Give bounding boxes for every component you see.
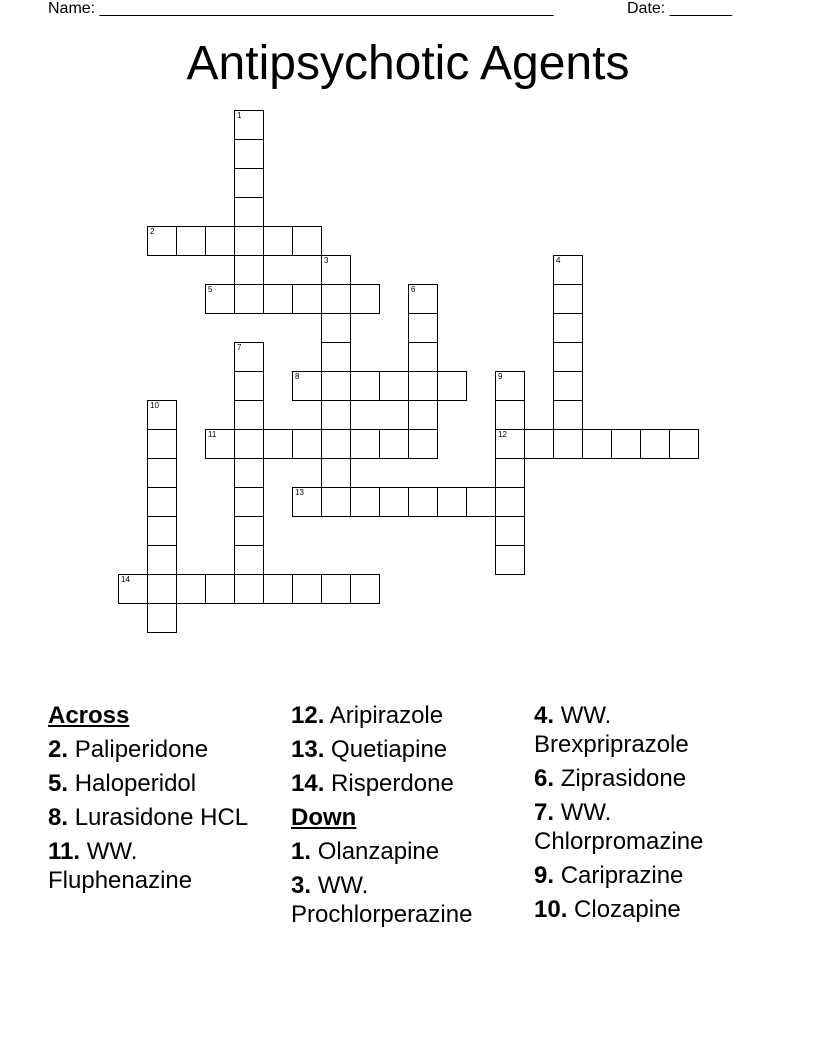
crossword-cell[interactable]: [234, 429, 264, 459]
crossword-cell[interactable]: [408, 371, 438, 401]
crossword-cell[interactable]: [147, 226, 177, 256]
clue-text: Aripirazole: [329, 702, 444, 729]
crossword-cell[interactable]: [321, 255, 351, 285]
crossword-cell[interactable]: [321, 429, 351, 459]
crossword-cell[interactable]: [234, 197, 264, 227]
crossword-cell[interactable]: [118, 574, 148, 604]
crossword-cell[interactable]: [437, 487, 467, 517]
crossword-cell[interactable]: [234, 574, 264, 604]
across-heading: Across: [48, 702, 130, 729]
clue-down-10: [534, 895, 769, 924]
crossword-cell[interactable]: [553, 429, 583, 459]
crossword-cell[interactable]: [321, 400, 351, 430]
crossword-cell[interactable]: [321, 458, 351, 488]
crossword-cell[interactable]: [524, 429, 554, 459]
crossword-cell[interactable]: [234, 458, 264, 488]
clue-down-3: [291, 871, 526, 929]
crossword-cell[interactable]: [553, 284, 583, 314]
crossword-cell[interactable]: [495, 545, 525, 575]
crossword-cell[interactable]: [234, 255, 264, 285]
cell-number: 3: [324, 256, 329, 265]
crossword-cell[interactable]: [437, 371, 467, 401]
clue-number: 10.: [534, 896, 568, 923]
cell-number: 2: [150, 227, 155, 236]
down-heading: Down: [291, 804, 357, 831]
crossword-cell[interactable]: [495, 400, 525, 430]
crossword-cell[interactable]: [147, 516, 177, 546]
crossword-cell[interactable]: [379, 487, 409, 517]
clue-down-1: [291, 837, 526, 866]
crossword-cell[interactable]: [234, 400, 264, 430]
clue-across-5: [48, 769, 283, 798]
crossword-cell[interactable]: [147, 545, 177, 575]
crossword-cell[interactable]: [234, 516, 264, 546]
clue-text: Lurasidone HCL: [74, 804, 249, 831]
clue-number: 4.: [534, 702, 555, 729]
crossword-cell[interactable]: [553, 255, 583, 285]
clue-across-8: [48, 803, 283, 832]
clue-number: 14.: [291, 770, 325, 797]
crossword-cell[interactable]: [263, 574, 293, 604]
clue-across-2: [48, 735, 283, 764]
crossword-cell[interactable]: [495, 371, 525, 401]
cell-number: 6: [411, 285, 416, 294]
clue-number: 11.: [48, 838, 81, 865]
clue-text: Ziprasidone: [560, 765, 687, 792]
crossword-cell[interactable]: [263, 429, 293, 459]
crossword-cell[interactable]: [234, 342, 264, 372]
clue-text: WW. Prochlorperazine: [291, 872, 473, 928]
cell-number: 7: [237, 343, 242, 352]
crossword-cell[interactable]: [292, 284, 322, 314]
crossword-cell[interactable]: [321, 371, 351, 401]
crossword-cell[interactable]: [147, 603, 177, 633]
crossword-cell[interactable]: [350, 284, 380, 314]
clue-number: 6.: [534, 765, 555, 792]
cell-number: 11: [208, 430, 217, 439]
crossword-cell[interactable]: [234, 284, 264, 314]
clue-text: WW. Fluphenazine: [48, 838, 193, 894]
crossword-cell[interactable]: [408, 487, 438, 517]
crossword-cell[interactable]: [669, 429, 699, 459]
crossword-cell[interactable]: [292, 226, 322, 256]
crossword-cell[interactable]: [176, 574, 206, 604]
clue-number: 12.: [291, 702, 325, 729]
clue-number: 9.: [534, 862, 555, 889]
crossword-cell[interactable]: [263, 284, 293, 314]
clue-across-12: [291, 701, 526, 730]
cell-number: 8: [295, 372, 300, 381]
crossword-cell[interactable]: [553, 342, 583, 372]
crossword-cell[interactable]: [292, 429, 322, 459]
clue-down-9: [534, 861, 769, 890]
crossword-cell[interactable]: [147, 400, 177, 430]
cell-number: 4: [556, 256, 561, 265]
clue-down-4: [534, 701, 769, 759]
crossword-cell[interactable]: [147, 429, 177, 459]
clue-down-6: [534, 764, 769, 793]
clue-text: Olanzapine: [317, 838, 440, 865]
crossword-cell[interactable]: [408, 313, 438, 343]
crossword-cell[interactable]: [350, 429, 380, 459]
crossword-cell[interactable]: [147, 487, 177, 517]
clue-number: 13.: [291, 736, 325, 763]
clue-number: 5.: [48, 770, 69, 797]
crossword-cell[interactable]: [234, 168, 264, 198]
crossword-cell[interactable]: [495, 487, 525, 517]
crossword-cell[interactable]: [466, 487, 496, 517]
crossword-cell[interactable]: [640, 429, 670, 459]
clue-number: 2.: [48, 736, 69, 763]
page-title: Antipsychotic Agents: [186, 37, 630, 90]
crossword-cell[interactable]: [234, 371, 264, 401]
crossword-cell[interactable]: [321, 342, 351, 372]
crossword-cell[interactable]: [205, 226, 235, 256]
crossword-cell[interactable]: [408, 400, 438, 430]
crossword-cell[interactable]: [611, 429, 641, 459]
clue-text: Clozapine: [574, 896, 681, 923]
crossword-cell[interactable]: [234, 110, 264, 140]
crossword-cell[interactable]: [234, 226, 264, 256]
cell-number: 9: [498, 372, 503, 381]
clues-column-1: [48, 701, 283, 900]
crossword-cell[interactable]: [205, 284, 235, 314]
crossword-cell[interactable]: [350, 574, 380, 604]
crossword-cell[interactable]: [321, 284, 351, 314]
crossword-cell[interactable]: [408, 429, 438, 459]
date-field[interactable]: Date: _______: [627, 0, 732, 17]
clue-down-7: [534, 798, 769, 856]
crossword-cell[interactable]: [582, 429, 612, 459]
crossword-cell[interactable]: [350, 371, 380, 401]
crossword-cell[interactable]: [263, 226, 293, 256]
clue-number: 8.: [48, 804, 69, 831]
crossword-cell[interactable]: [147, 458, 177, 488]
crossword-cell[interactable]: [553, 371, 583, 401]
crossword-cell[interactable]: [408, 342, 438, 372]
crossword-cell[interactable]: [205, 429, 235, 459]
crossword-cell[interactable]: [234, 487, 264, 517]
crossword-cell[interactable]: [379, 371, 409, 401]
clue-across-13: [291, 735, 526, 764]
name-field[interactable]: Name: ___________________________________________________: [48, 0, 554, 17]
clues-column-3: [534, 701, 769, 929]
crossword-cell[interactable]: [553, 400, 583, 430]
crossword-cell[interactable]: [205, 574, 235, 604]
cell-number: 13: [295, 488, 304, 497]
clue-text: Quetiapine: [331, 736, 448, 763]
clue-across-14: [291, 769, 526, 798]
cell-number: 12: [498, 430, 507, 439]
clue-text: Paliperidone: [74, 736, 209, 763]
crossword-cell[interactable]: [147, 574, 177, 604]
clue-number: 3.: [291, 872, 312, 899]
clue-text: Haloperidol: [74, 770, 197, 797]
cell-number: 5: [208, 285, 213, 294]
cell-number: 1: [237, 111, 242, 120]
crossword-cell[interactable]: [495, 429, 525, 459]
crossword-cell[interactable]: [292, 487, 322, 517]
crossword-cell[interactable]: [292, 574, 322, 604]
clue-number: 1.: [291, 838, 312, 865]
clues-column-2: [291, 701, 526, 934]
crossword-cell[interactable]: [234, 545, 264, 575]
crossword-cell[interactable]: [321, 313, 351, 343]
clue-text: Risperdone: [331, 770, 454, 797]
crossword-cell[interactable]: [321, 574, 351, 604]
crossword-cell[interactable]: [234, 139, 264, 169]
crossword-cell[interactable]: [379, 429, 409, 459]
crossword-cell[interactable]: [495, 458, 525, 488]
clue-text: WW. Brexpriprazole: [534, 702, 689, 758]
crossword-cell[interactable]: [350, 487, 380, 517]
cell-number: 10: [150, 401, 159, 410]
crossword-cell[interactable]: [553, 313, 583, 343]
crossword-cell[interactable]: [176, 226, 206, 256]
clue-text: Cariprazine: [560, 862, 684, 889]
clue-text: WW. Chlorpromazine: [534, 799, 704, 855]
cell-number: 14: [121, 575, 130, 584]
crossword-cell[interactable]: [495, 516, 525, 546]
crossword-cell[interactable]: [408, 284, 438, 314]
crossword-cell[interactable]: [292, 371, 322, 401]
clue-across-11: [48, 837, 283, 895]
crossword-cell[interactable]: [321, 487, 351, 517]
clue-number: 7.: [534, 799, 555, 826]
